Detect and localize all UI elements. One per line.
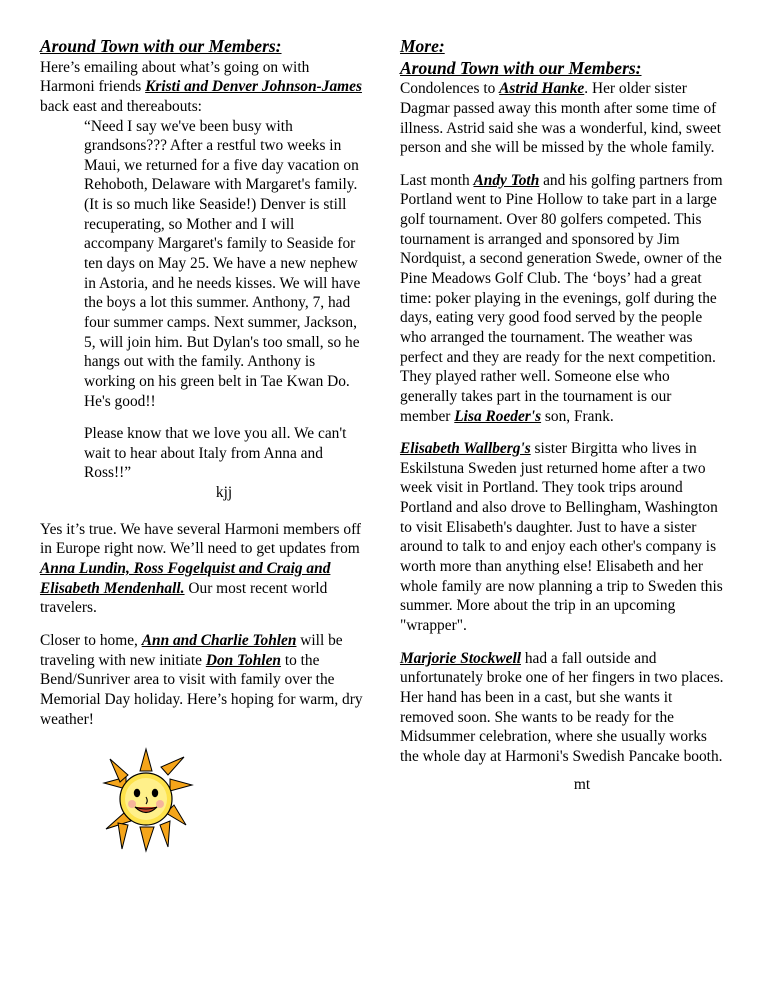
intro-text-after: back east and thereabouts:	[40, 97, 202, 115]
quote-closing-paragraph: Please know that we love you all. We can't wait to hear about Italy from Anna and Ross!!”	[84, 425, 347, 482]
sun-clipart	[98, 747, 364, 855]
andy-text-before: Last month	[400, 171, 474, 189]
andy-text-middle: and his golfing partners from Portland went to Pine Hollow to take part in a large golf tournament. Over 80 golfers competed. This tournament is arranged and sponsored by Jim Nordquist, a second generation Swede, owner of the Pine Meadows Golf Club. The ‘boys’ had a great time: poker playing in the evenings, golf during the days, eating very good food served by the people who arranged the tournament. The weather was perfect and they are ready for the next competition. They played rather well. Someone else who generally takes part in the tournament is our member	[400, 171, 723, 425]
marjorie-paragraph	[400, 649, 724, 767]
astrid-paragraph	[400, 79, 724, 158]
quote-signature: kjj	[215, 484, 233, 502]
spacer	[40, 503, 364, 520]
member-name-astrid-hanke: Astrid Hanke	[499, 80, 585, 98]
astrid-text-after: . Her older sister Dagmar passed away this month after some time of illness. Astrid said she was a wonderful, kind, sweet person and she will be missed by the whole family.	[400, 80, 722, 157]
closer-text-before: Closer to home,	[40, 631, 142, 649]
member-name-andy-toth: Andy Toth	[473, 171, 540, 189]
member-name-tohlen-couple: Ann and Charlie Tohlen	[141, 631, 297, 649]
closer-text-middle: will be traveling with new initiate	[40, 631, 343, 669]
smiling-sun-icon	[98, 747, 194, 855]
europe-text-before: Yes it’s true. We have several Harmoni members off in Europe right now. We’ll need to get updates from	[40, 520, 362, 558]
member-name-johnson-james: Kristi and Denver Johnson-James	[145, 78, 362, 96]
left-column-heading: Around Town with our Members:	[40, 36, 282, 56]
quote-paragraph: “Need I say we've been busy with grandsons??? After a restful two weeks in Maui, we returned for a five day vacation on Rehoboth, Delaware with Margaret's family. (It is so much like Seaside!) Denver is still recuperating, so Mother and I will accompany Margaret's family to Seaside for ten days on May 25. We have a new nephew in Astoria, and he needs kisses. We will have the boys a lot this summer. Anthony, 7, had four summer camps. Next summer, Jackson, 5, will join him. But Dylan's too small, so he hangs out with the family. Anthony is working on his green belt in Tae Kwan Do. He's good!!	[84, 117, 361, 410]
astrid-text-before: Condolences to	[400, 80, 500, 98]
two-column-layout	[40, 36, 722, 855]
right-column	[400, 36, 724, 794]
europe-text-after: Our most recent world travelers.	[40, 579, 328, 617]
andy-text-after: son, Frank.	[541, 407, 614, 425]
right-column-heading-around-town: Around Town with our Members:	[400, 57, 642, 78]
spacer	[40, 411, 364, 424]
member-name-lisa-roeder: Lisa Roeder's	[454, 407, 542, 425]
member-name-marjorie-stockwell: Marjorie Stockwell	[400, 649, 521, 667]
member-name-elisabeth-wallberg: Elisabeth Wallberg's	[400, 440, 531, 458]
intro-text-before: Here’s emailing about what’s going on with Harmoni friends	[40, 58, 310, 96]
right-column-heading-more: More:	[400, 36, 445, 56]
member-name-don-tohlen: Don Tohlen	[205, 651, 281, 669]
closer-text-after: to the Bend/Sunriver area to visit with family over the Memorial Day holiday. Here’s hoping for warm, dry weather!	[40, 651, 363, 728]
andy-paragraph	[400, 171, 724, 426]
intro-paragraph	[40, 58, 364, 117]
right-column-signature: mt	[573, 776, 591, 794]
left-column	[40, 36, 364, 855]
europe-paragraph	[40, 520, 364, 618]
elisabeth-text-after: sister Birgitta who lives in Eskilstuna Sweden just returned home after a two week visit in Portland. They took trips around Portland and also drove to Bellingham, Washington to visit Elisabeth's daughter. Just to have a sister around to talk to and enjoy each other's company is worth more than anything else! Elisabeth and her whole family are now planning a trip to Sweden this summer. More about the trip in an upcoming "wrapper".	[400, 440, 723, 634]
closer-to-home-paragraph	[40, 631, 364, 729]
elisabeth-paragraph	[400, 439, 724, 635]
marjorie-text-after: had a fall outside and unfortunately broke one of her fingers in two places. Her hand has been in a cast, but she wants it removed soon. She wants to be ready for the Midsummer celebration, where she usually works the whole day at Harmoni's Swedish Pancake booth.	[400, 649, 724, 765]
member-names-europe-travelers: Anna Lundin, Ross Fogelquist and Craig and Elisabeth Mendenhall.	[40, 560, 331, 597]
